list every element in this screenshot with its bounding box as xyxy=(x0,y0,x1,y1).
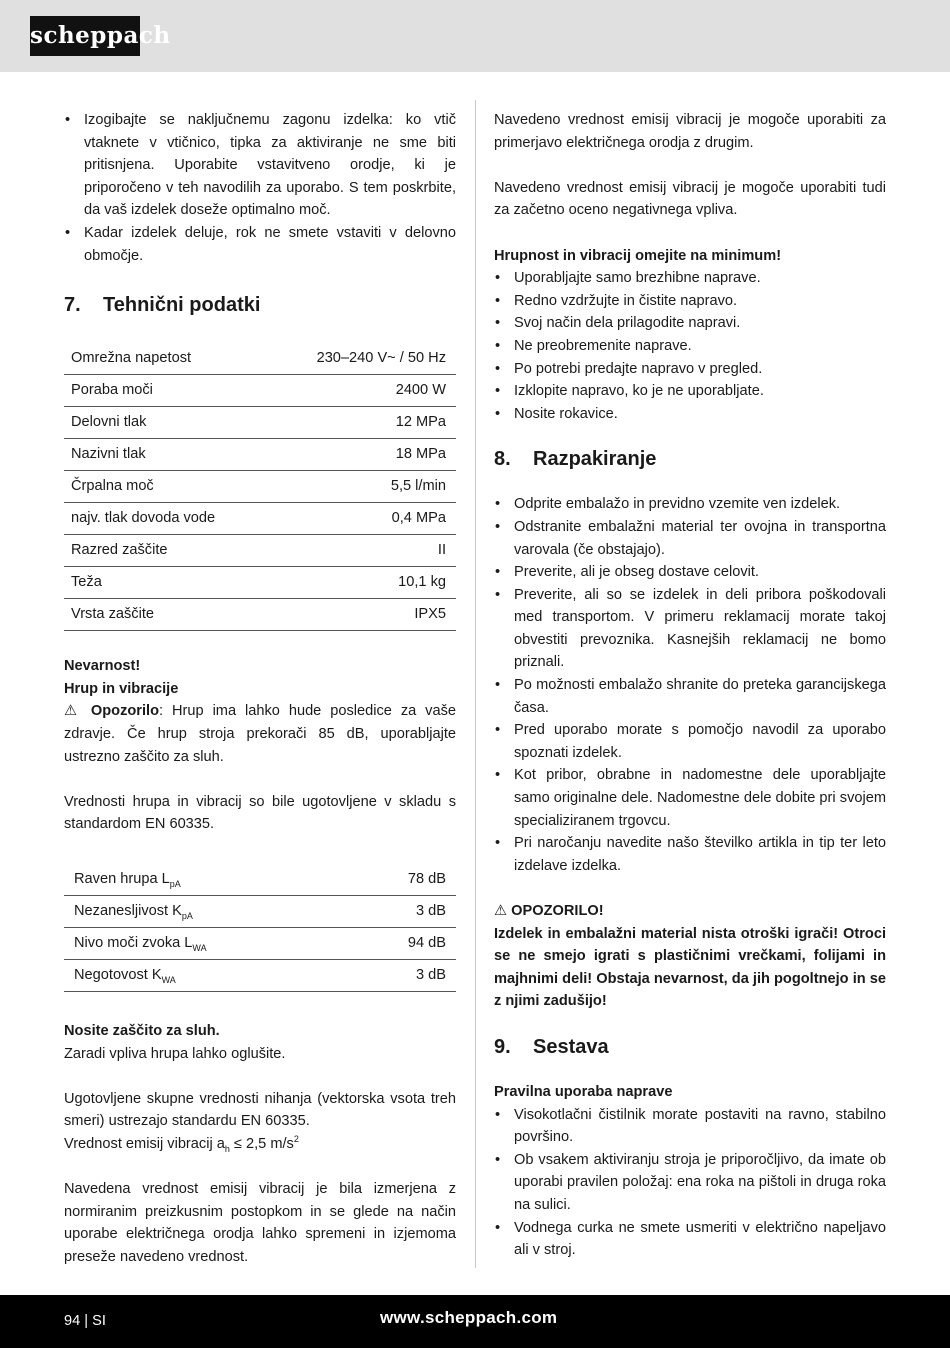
spec-label: Črpalna moč xyxy=(64,471,269,503)
warning-icon: ⚠ xyxy=(494,903,508,919)
warning-icon: ⚠ xyxy=(64,703,82,720)
table-row xyxy=(64,471,456,503)
spec-label: Razred zaščite xyxy=(64,535,269,567)
list-item: • Preverite, ali so se izdelek in deli pribora poškodovali med transportom. V primeru reklamacij morate takoj obvestiti prevoznika. Kasnejših reklamacij ne bomo priznali. xyxy=(494,584,886,674)
table-row xyxy=(64,407,456,439)
page-header xyxy=(0,0,950,72)
spec-value: 0,4 MPa xyxy=(269,503,456,535)
table-row xyxy=(64,439,456,471)
warning-text: : Hrup ima lahko hude posledice za vaše zdravje. Če hrup stroja prekorači 85 dB, uporabljajte ustrezno zaščito za sluh. xyxy=(64,703,456,765)
noise-value: 78 dB xyxy=(348,864,456,896)
vibration-value xyxy=(64,1133,456,1156)
list-item: • Kot pribor, obrabne in nadomestne dele uporabljajte samo originalne dele. Nadomestne dele dobite pri svojem specializiranem trgovcu. xyxy=(494,764,886,832)
noise-label-text: Negotovost K xyxy=(74,967,162,984)
section-8-heading xyxy=(494,445,886,473)
noise-label-text: Nivo moči zvoka L xyxy=(74,935,193,952)
spec-value: IPX5 xyxy=(269,599,456,631)
table-row xyxy=(64,959,456,991)
noise-value: 94 dB xyxy=(348,927,456,959)
noise-title: Hrup in vibracije xyxy=(64,680,179,697)
spec-label: Delovni tlak xyxy=(64,407,269,439)
right-column xyxy=(494,109,886,1262)
list-item: • Izklopite napravo, ko je ne uporabljate. xyxy=(494,380,886,403)
page-footer xyxy=(0,1295,950,1348)
spec-value: 10,1 kg xyxy=(269,567,456,599)
page-number xyxy=(64,1310,106,1333)
spec-value: 5,5 l/min xyxy=(269,471,456,503)
noise-warning xyxy=(64,700,456,768)
section-9-heading xyxy=(494,1033,886,1061)
spec-value: 18 MPa xyxy=(269,439,456,471)
list-item: • Pred uporabo morate s pomočjo navodil za uporabo spoznati izdelek. xyxy=(494,719,886,764)
left-column xyxy=(64,109,456,1268)
spec-label: Poraba moči xyxy=(64,375,269,407)
unpack-bullet-list xyxy=(494,493,886,877)
list-item: • Po možnosti embalažo shranite do preteka garancijskega časa. xyxy=(494,674,886,719)
column-divider xyxy=(475,100,476,1268)
list-item: • Svoj način dela prilagodite napravi. xyxy=(494,312,886,335)
noise-label-text: Raven hrupa L xyxy=(74,871,170,888)
table-row xyxy=(64,567,456,599)
list-item: • Kadar izdelek deluje, rok ne smete vstaviti v delovno območje. xyxy=(64,222,456,267)
spec-value: 12 MPa xyxy=(269,407,456,439)
table-row xyxy=(64,927,456,959)
list-item: • Preverite, ali je obseg dostave celovit. xyxy=(494,561,886,584)
table-row xyxy=(64,535,456,567)
hearing-title: Nosite zaščito za sluh. xyxy=(64,1022,220,1039)
list-item: • Odprite embalažo in previdno vzemite ven izdelek. xyxy=(494,493,886,516)
page-number-value: 94 xyxy=(64,1313,81,1329)
technical-data-table xyxy=(64,343,456,631)
spec-label: Teža xyxy=(64,567,269,599)
noise-label xyxy=(64,959,348,991)
spec-label: najv. tlak dovoda vode xyxy=(64,503,269,535)
noise-values-table xyxy=(64,864,456,992)
noise-label-subscript: WA xyxy=(161,975,176,986)
spec-label: Nazivni tlak xyxy=(64,439,269,471)
noise-label-subscript: WA xyxy=(192,943,207,954)
vibration-value-superscript: 2 xyxy=(293,1134,299,1145)
minimize-bullet-list xyxy=(494,267,886,425)
noise-value: 3 dB xyxy=(348,895,456,927)
spec-value: II xyxy=(269,535,456,567)
table-row xyxy=(64,375,456,407)
spec-value: 230–240 V~ / 50 Hz xyxy=(269,343,456,375)
noise-standard-text: Vrednosti hrupa in vibracij so bile ugotovljene v skladu s standardom EN 60335. xyxy=(64,793,456,833)
noise-label xyxy=(64,864,348,896)
measured-text: Navedena vrednost emisij vibracij je bila izmerjena z normiranim preizkusnim postopkom in se glede na način uporabe električnega orodja lahko spremeni in izjemoma preseže navedeno vrednost. xyxy=(64,1181,456,1265)
table-row xyxy=(64,503,456,535)
spec-label: Vrsta zaščite xyxy=(64,599,269,631)
packaging-warning-title xyxy=(494,900,886,923)
noise-label-text: Nezanesljivost K xyxy=(74,903,182,920)
language-code: SI xyxy=(92,1313,106,1329)
section-7-heading xyxy=(64,291,456,319)
list-item: • Odstranite embalažni material ter ovojna in transportna varovala (če obstajajo). xyxy=(494,516,886,561)
list-item: • Uporabljajte samo brezhibne naprave. xyxy=(494,267,886,290)
list-item: • Po potrebi predajte napravo v pregled. xyxy=(494,358,886,381)
packaging-warning-text: Izdelek in embalažni material nista otroški igrači! Otroci se ne smejo igrati s plastičnimi vrečkami, folijami in majhnimi deli! Obstaja nevarnost, da jih pogoltnejo in se z njimi zadušijo! xyxy=(494,925,886,1010)
section-title: Tehnični podatki xyxy=(103,294,261,317)
noise-label xyxy=(64,927,348,959)
hearing-text: Zaradi vpliva hrupa lahko oglušite. xyxy=(64,1045,286,1062)
separator: | xyxy=(84,1313,89,1329)
section-number: 8. xyxy=(494,448,511,471)
usage-title: Pravilna uporaba naprave xyxy=(494,1083,673,1100)
list-item: • Pri naročanju navedite našo številko artikla in tip ter leto izdelave izdelka. xyxy=(494,832,886,877)
list-item: • Vodnega curka ne smete usmeriti v električno napeljavo ali v stroj. xyxy=(494,1217,886,1262)
noise-value: 3 dB xyxy=(348,959,456,991)
list-item: • Izogibajte se naključnemu zagonu izdelka: ko vtič vtaknete v vtičnico, tipka za aktiviranje ne sme biti pritisnjena. Uporabite vstavitveno orodje, ki je priporočeno v teh navodilih za uporabo. S tem poskrbite, da vaš izdelek doseže optimalno moč. xyxy=(64,109,456,222)
vibration-value-prefix: Vrednost emisij vibracij a xyxy=(64,1135,225,1152)
vibration-initial-text: Navedeno vrednost emisij vibracij je mogoče uporabiti tudi za začetno oceno negativnega vpliva. xyxy=(494,179,886,219)
scheppach-logo: scheppach xyxy=(30,16,140,56)
section-title: Razpakiranje xyxy=(533,448,657,471)
vibration-text: Ugotovljene skupne vrednosti nihanja (vektorska vsota treh smeri) ustrezajo standardu EN 60335. xyxy=(64,1090,456,1130)
minimize-title: Hrupnost in vibracij omejite na minimum! xyxy=(494,247,782,264)
warning-label: Opozorilo xyxy=(90,703,160,720)
noise-label-subscript: pA xyxy=(169,879,181,890)
list-item: • Nosite rokavice. xyxy=(494,403,886,426)
section-number: 7. xyxy=(64,294,81,317)
section-number: 9. xyxy=(494,1035,511,1058)
spec-label: Omrežna napetost xyxy=(64,343,269,375)
noise-label xyxy=(64,895,348,927)
danger-title: Nevarnost! xyxy=(64,658,141,675)
table-row xyxy=(64,599,456,631)
vibration-value-main: ≤ 2,5 m/s xyxy=(229,1135,294,1152)
website-link[interactable]: www.scheppach.com xyxy=(380,1308,558,1327)
usage-bullet-list xyxy=(494,1104,886,1262)
spec-value: 2400 W xyxy=(269,375,456,407)
table-row xyxy=(64,895,456,927)
vibration-value-subscript: h xyxy=(224,1143,230,1154)
list-item: • Visokotlačni čistilnik morate postaviti na ravno, stabilno površino. xyxy=(494,1104,886,1149)
list-item: • Ob vsakem aktiviranju stroja je priporočljivo, da imate ob uporabi pravilen položaj: ena roka na pištoli in druga roka na sulici. xyxy=(494,1149,886,1217)
section-title: Sestava xyxy=(533,1035,609,1058)
noise-label-subscript: pA xyxy=(181,911,193,922)
table-row xyxy=(64,343,456,375)
list-item: • Redno vzdržujte in čistite napravo. xyxy=(494,290,886,313)
list-item: • Ne preobremenite naprave. xyxy=(494,335,886,358)
warning-title-text: OPOZORILO! xyxy=(511,903,604,919)
table-row xyxy=(64,864,456,896)
intro-bullet-list xyxy=(64,109,456,267)
vibration-compare-text: Navedeno vrednost emisij vibracij je mogoče uporabiti za primerjavo električnega orodja z drugim. xyxy=(494,112,886,151)
